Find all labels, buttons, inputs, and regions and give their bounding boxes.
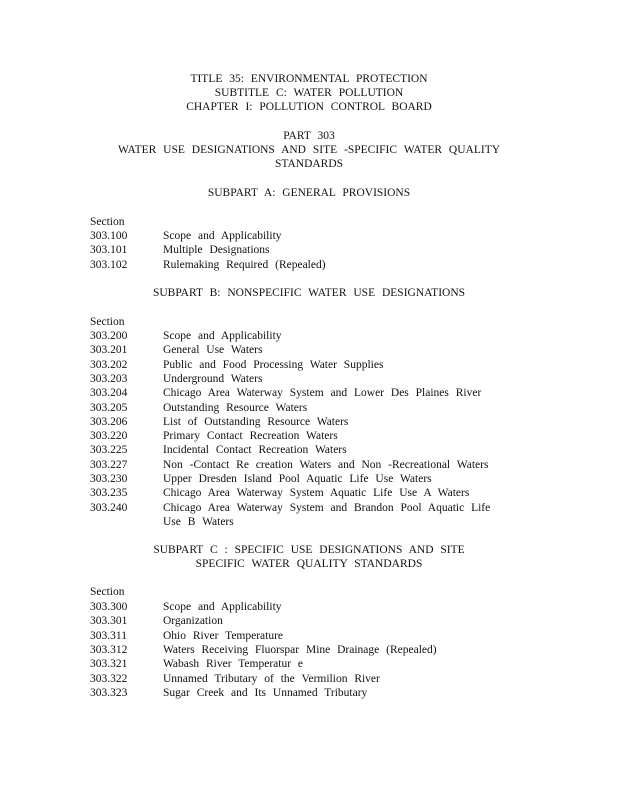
section-title: Upper Dresden Island Pool Aquatic Life Use Waters xyxy=(163,473,432,485)
part-title-line-2: STANDARDS xyxy=(274,158,344,170)
section-title: Wabash River Temperatur e xyxy=(163,658,304,671)
section-title: General Use Waters xyxy=(163,344,263,357)
section-number: 303.312 xyxy=(90,643,128,656)
section-number: 303.322 xyxy=(90,672,128,685)
section-title: Chicago Area Waterway System and Lower Des Plaines River xyxy=(163,387,482,400)
section-number: 303.323 xyxy=(90,686,128,699)
section-number: 303.102 xyxy=(90,258,128,271)
section-number: 303.200 xyxy=(90,330,128,342)
section-title: Scope and Applicability xyxy=(163,330,282,342)
section-label: Section xyxy=(90,586,125,598)
subpart-c-heading-line-2: SPECIFIC WATER QUALITY STANDARDS xyxy=(195,558,423,570)
section-number: 303.220 xyxy=(90,430,128,443)
section-number: 303.235 xyxy=(90,487,128,500)
subpart-c-heading-line-1: SUBPART C : SPECIFIC USE DESIGNATIONS AND SITE xyxy=(153,544,465,556)
section-number: 303.227 xyxy=(90,458,128,471)
section-title: Scope and Applicability xyxy=(163,230,282,242)
section-label: Section xyxy=(90,216,125,228)
section-title: Organization xyxy=(163,615,223,628)
section-title: Underground Waters xyxy=(163,372,263,385)
section-number: 303.202 xyxy=(90,358,128,371)
section-number: 303.301 xyxy=(90,615,128,628)
section-title: Chicago Area Waterway System Aquatic Life Use A Waters xyxy=(163,487,470,500)
section-label: Section xyxy=(90,316,125,328)
section-title: Rulemaking Required (Repealed) xyxy=(163,258,326,271)
part-number: PART 303 xyxy=(283,130,335,142)
section-title: Ohio River Temperature xyxy=(163,629,284,642)
section-number: 303.300 xyxy=(90,601,128,613)
section-number: 303.203 xyxy=(90,372,128,385)
section-title: Non -Contact Re creation Waters and Non -Recreational Waters xyxy=(163,458,489,471)
section-number: 303.321 xyxy=(90,658,128,671)
section-number: 303.101 xyxy=(90,244,128,257)
subpart-b-heading: SUBPART B: NONSPECIFIC WATER USE DESIGNATIONS xyxy=(152,287,466,299)
section-title: Multiple Designations xyxy=(163,244,270,257)
section-title: Outstanding Resource Waters xyxy=(163,401,308,414)
section-number: 303.230 xyxy=(90,473,128,485)
subtitle-line: SUBTITLE C: WATER POLLUTION xyxy=(214,87,404,99)
section-title: Waters Receiving Fluorspar Mine Drainage (Repealed) xyxy=(163,643,437,656)
section-number: 303.206 xyxy=(90,415,128,428)
section-number: 303.201 xyxy=(90,344,128,357)
section-number: 303.311 xyxy=(90,629,127,642)
section-number: 303.240 xyxy=(90,501,128,514)
section-number: 303.205 xyxy=(90,401,128,414)
section-number: 303.204 xyxy=(90,387,128,400)
section-number: 303.225 xyxy=(90,444,128,457)
section-title: Incidental Contact Recreation Waters xyxy=(163,444,347,457)
section-title: Unnamed Tributary of the Vermilion River xyxy=(163,672,380,685)
section-title: Scope and Applicability xyxy=(163,601,282,613)
section-title: Public and Food Processing Water Supplies xyxy=(163,358,384,371)
part-title-line-1: WATER USE DESIGNATIONS AND SITE -SPECIFIC WATER QUALITY xyxy=(117,144,501,156)
chapter-line: CHAPTER I: POLLUTION CONTROL BOARD xyxy=(186,101,432,113)
section-row xyxy=(90,501,530,530)
section-title: Chicago Area Waterway System and Brandon Pool Aquatic Life Use B Waters xyxy=(163,501,491,528)
section-title: Primary Contact Recreation Waters xyxy=(163,430,338,443)
section-title: Sugar Creek and Its Unnamed Tributary xyxy=(163,686,368,699)
title-line: TITLE 35: ENVIRONMENTAL PROTECTION xyxy=(190,73,428,85)
section-number: 303.100 xyxy=(90,230,128,242)
section-title: List of Outstanding Resource Waters xyxy=(163,415,349,428)
subpart-a-heading: SUBPART A: GENERAL PROVISIONS xyxy=(207,187,411,199)
